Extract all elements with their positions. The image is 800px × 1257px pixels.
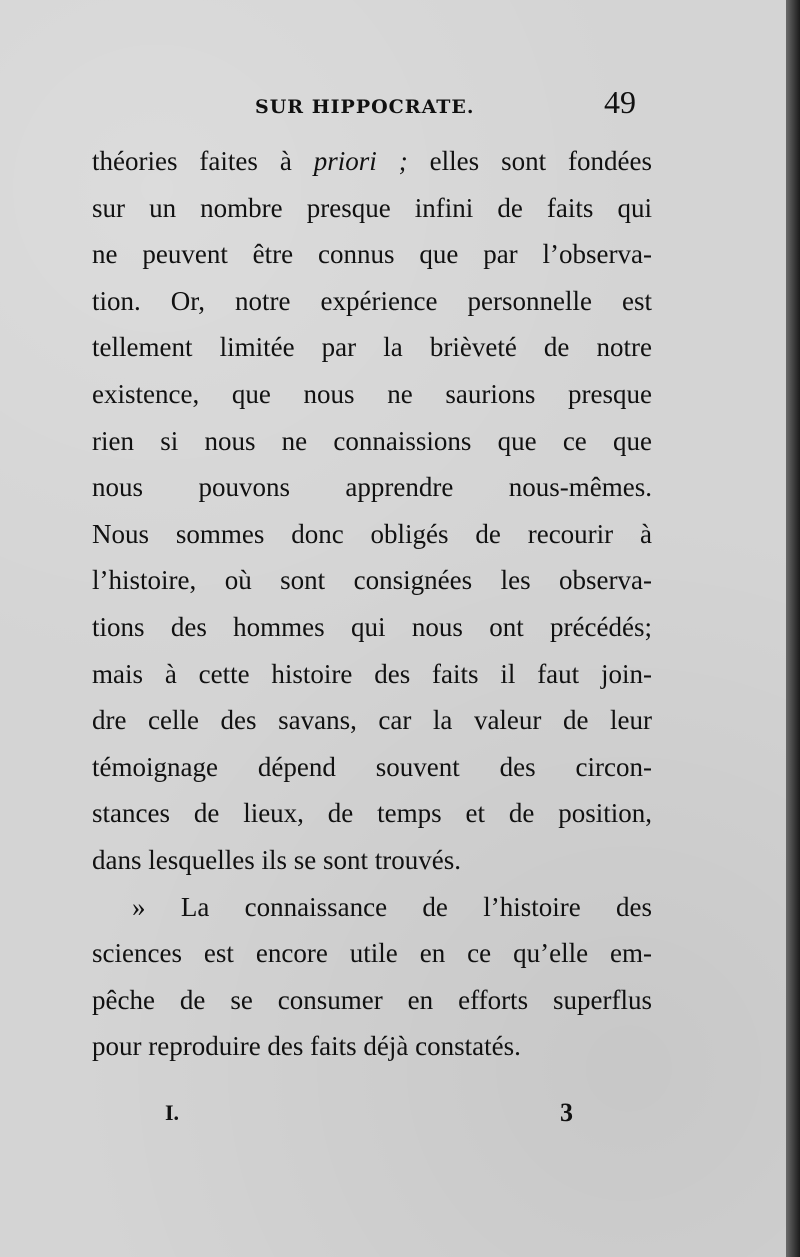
running-head: SUR HIPPOCRATE.	[255, 96, 475, 118]
text-line: sur un nombre presque infini de faits qui	[92, 192, 652, 223]
text-line: existence, que nous ne saurions presque	[92, 378, 652, 409]
text-line: Nous sommes donc obligés de recourir à	[92, 518, 652, 549]
text-line: mais à cette histoire des faits il faut join-	[92, 658, 652, 689]
text-line: rien si nous ne connaissions que ce que	[92, 425, 652, 456]
text-line: dre celle des savans, car la valeur de leur	[92, 705, 652, 736]
text-line: stances de lieux, de temps et de position,	[92, 798, 652, 829]
body-text	[92, 138, 652, 1070]
text-line: dans lesquelles ils se sont trouvés.	[92, 844, 461, 875]
text-line: tellement limitée par la brièveté de notre	[92, 332, 652, 363]
page-number: 49	[604, 84, 636, 120]
text-line: » La connaissance de l’histoire des	[132, 891, 652, 922]
italic-phrase: priori ;	[313, 146, 408, 176]
text-line: sciences est encore utile en ce qu’elle em-	[92, 938, 652, 969]
sheet-number: 3	[560, 1098, 573, 1127]
text-line: témoignage dépend souvent des circon-	[92, 751, 652, 782]
text-line: théories faites à priori ; elles sont fondées	[92, 146, 652, 176]
text-line: l’histoire, où sont consignées les observa-	[92, 565, 652, 596]
text-line: tions des hommes qui nous ont précédés;	[92, 611, 652, 642]
text-line: pour reproduire des faits déjà constatés.	[92, 1031, 521, 1062]
text-line: nous pouvons apprendre nous-mêmes.	[92, 472, 652, 503]
text-line: tion. Or, notre expérience personnelle est	[92, 285, 652, 316]
signature-mark: I.	[165, 1100, 180, 1125]
text-line: pêche de se consumer en efforts superflus	[92, 984, 652, 1015]
text-line: ne peuvent être connus que par l’observa-	[92, 239, 652, 270]
page-edge-shadow	[786, 0, 800, 1257]
